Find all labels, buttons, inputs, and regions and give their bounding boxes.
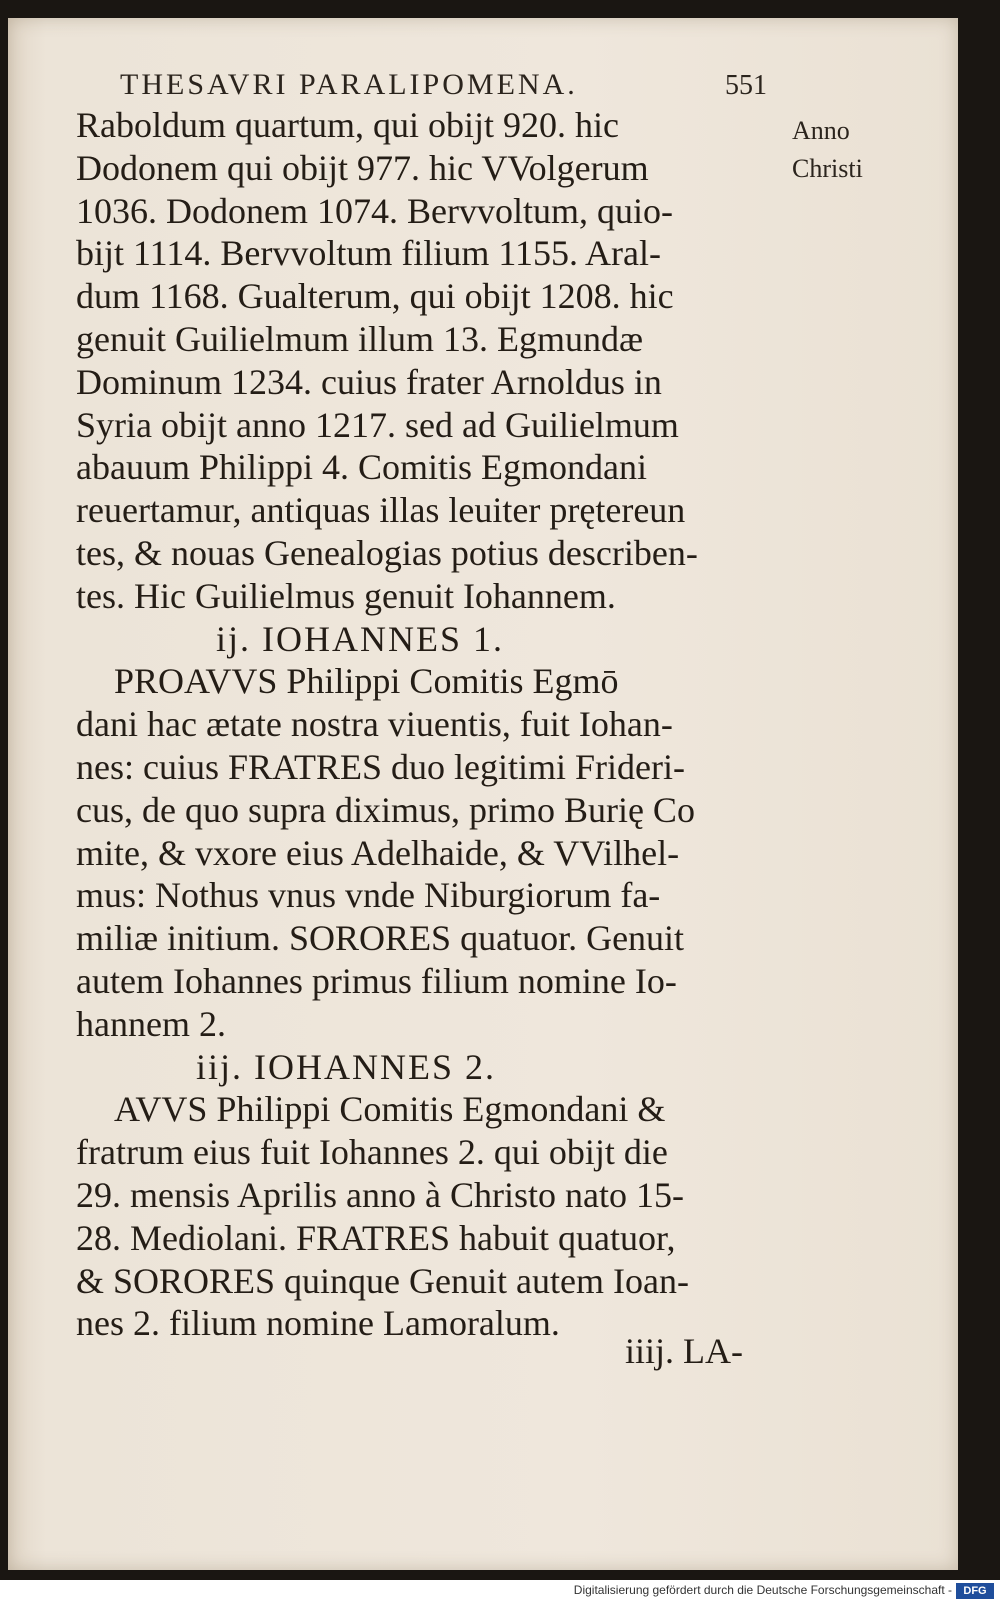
text-line: fratrum eius fuit Iohannes 2. qui obijt die bbox=[76, 1132, 668, 1173]
text-line: 1036. Dodonem 1074. Bervvoltum, quio- bbox=[76, 190, 673, 231]
text-line: miliæ initium. SORORES quatuor. Genuit bbox=[76, 918, 685, 959]
text-line: Syria obijt anno 1217. sed ad Guilielmum bbox=[76, 404, 679, 445]
text-line: Dodonem qui obijt 977. hic VVolgerum bbox=[76, 147, 649, 188]
text-line: PROAVVS Philippi Comitis Egmō bbox=[114, 661, 619, 702]
marginal-note-line: Anno bbox=[792, 116, 850, 145]
funding-credit: Digitalisierung gefördert durch die Deutsche Forschungsgemeinschaft - bbox=[573, 1583, 952, 1597]
text-line: tes. Hic Guilielmus genuit Iohannem. bbox=[76, 575, 616, 616]
text-line: 29. mensis Aprilis anno à Christo nato 15- bbox=[76, 1174, 684, 1215]
text-line: dani hac ætate nostra viuentis, fuit Iohan- bbox=[76, 704, 673, 745]
text-line: cus, de quo supra diximus, primo Burię Co bbox=[76, 789, 695, 830]
page-number: 551 bbox=[725, 70, 767, 101]
text-line: reuertamur, antiquas illas leuiter prętereun bbox=[76, 490, 686, 531]
text-line: bijt 1114. Bervvoltum filium 1155. Aral- bbox=[76, 233, 661, 274]
text-line: & SORORES quinque Genuit autem Ioan- bbox=[76, 1260, 689, 1301]
catchword: iiij. LA- bbox=[625, 1331, 743, 1371]
dfg-logo: DFG bbox=[956, 1583, 994, 1599]
text-line: Dominum 1234. cuius frater Arnoldus in bbox=[76, 361, 662, 402]
text-line: AVVS Philippi Comitis Egmondani & bbox=[114, 1089, 666, 1130]
text-line: abauum Philippi 4. Comitis Egmondani bbox=[76, 447, 647, 488]
marginal-note-line: Christi bbox=[792, 154, 863, 183]
text-line: hannem 2. bbox=[76, 1003, 226, 1044]
text-line: autem Iohannes primus filium nomine Io- bbox=[76, 960, 677, 1001]
section-heading: ij. IOHANNES 1. bbox=[216, 618, 504, 659]
text-line: mus: Nothus vnus vnde Niburgiorum fa- bbox=[76, 875, 661, 916]
running-header: THESAVRI PARALIPOMENA. bbox=[120, 68, 578, 101]
section-heading: iij. IOHANNES 2. bbox=[196, 1046, 496, 1087]
text-line: tes, & nouas Genealogias potius describen- bbox=[76, 532, 698, 573]
text-line: dum 1168. Gualterum, qui obijt 1208. hic bbox=[76, 276, 674, 317]
text-line: 28. Mediolani. FRATRES habuit quatuor, bbox=[76, 1217, 676, 1258]
footer-bar bbox=[0, 1580, 1000, 1603]
marginal-note bbox=[792, 112, 863, 188]
text-line: Raboldum quartum, qui obijt 920. hic bbox=[76, 105, 619, 145]
text-line: genuit Guilielmum illum 13. Egmundæ bbox=[76, 318, 643, 359]
text-line: nes: cuius FRATRES duo legitimi Frideri- bbox=[76, 746, 685, 787]
text-line: nes 2. filium nomine Lamoralum. bbox=[76, 1303, 560, 1344]
text-line: mite, & vxore eius Adelhaide, & VVilhel- bbox=[76, 832, 680, 873]
main-text bbox=[76, 104, 786, 1345]
